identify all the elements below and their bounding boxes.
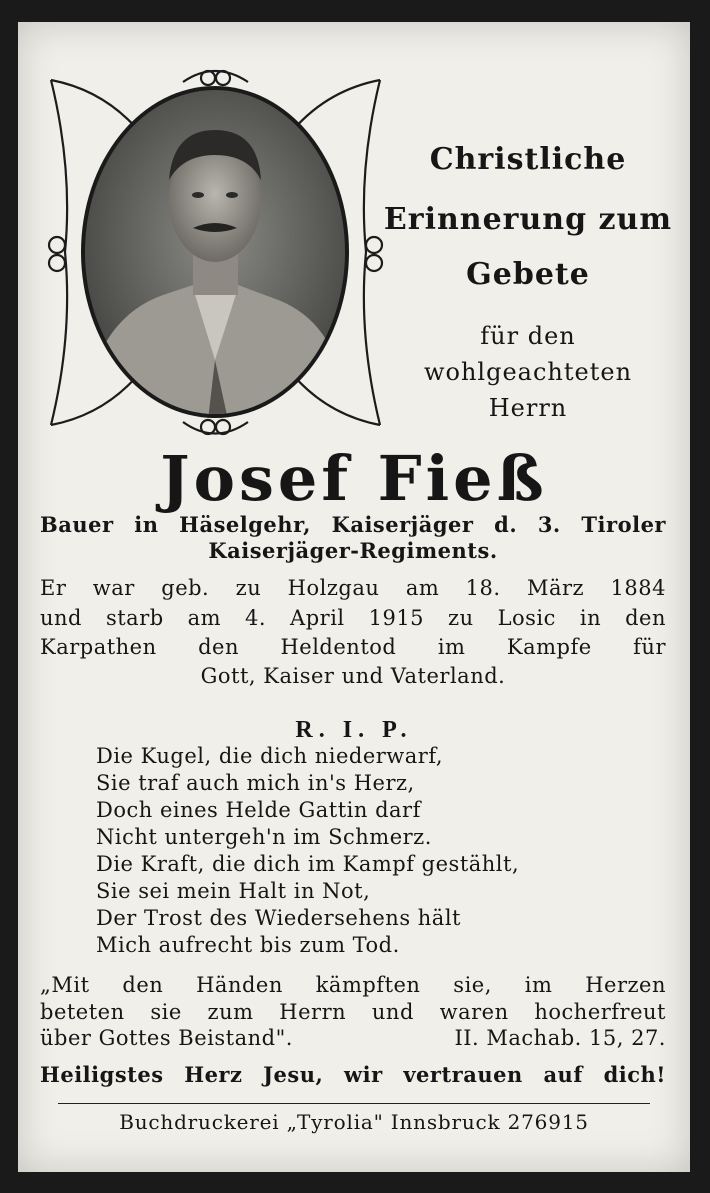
poem-line: Nicht untergeh'n im Schmerz. — [96, 825, 432, 849]
quote-reference: II. Machab. 15, 27. — [454, 1026, 666, 1050]
poem-line: Die Kraft, die dich im Kampf gestählt, — [96, 852, 520, 876]
heading-line-3: Gebete — [466, 257, 590, 292]
prayer-line: Heiligstes Herz Jesu, wir vertrauen auf dich! — [40, 1062, 666, 1087]
deceased-name: Josef Fieß — [160, 442, 548, 515]
memorial-card — [18, 22, 690, 1172]
heading-line-6: Herrn — [488, 394, 568, 422]
biography-line-3: Karpathen den Heldentod im Kampfe für — [40, 635, 666, 659]
poem-line: Der Trost des Wiedersehens hält — [96, 906, 461, 930]
printer-imprint: Buchdruckerei „Tyrolia" Innsbruck 276915 — [119, 1110, 589, 1134]
poem-line: Sie traf auch mich in's Herz, — [96, 771, 415, 795]
poem-line: Die Kugel, die dich niederwarf, — [96, 744, 444, 768]
quote-line-3 — [40, 1026, 666, 1050]
poem-line: Sie sei mein Halt in Not, — [96, 879, 371, 903]
poem-line: Mich aufrecht bis zum Tod. — [96, 933, 400, 957]
biography-line-2: und starb am 4. April 1915 zu Losic in den — [40, 606, 666, 630]
divider — [58, 1103, 650, 1104]
portrait-frame — [43, 60, 388, 445]
heading-line-5: wohlgeachteten — [423, 358, 633, 386]
poem-line: Doch eines Helde Gattin darf — [96, 798, 421, 822]
heading-line-2: Erinnerung zum — [383, 202, 673, 237]
occupation-line-1: Bauer in Häselgehr, Kaiserjäger d. 3. Tiroler — [40, 512, 666, 537]
quote-line-1: „Mit den Händen kämpften sie, im Herzen — [40, 973, 666, 997]
biography-line-1: Er war geb. zu Holzgau am 18. März 1884 — [40, 576, 666, 600]
quote-line-2: beteten sie zum Herrn und waren hocherfreut — [40, 1000, 666, 1024]
ornament-frame-icon — [43, 60, 388, 445]
quote-text: über Gottes Beistand". — [40, 1026, 293, 1050]
biography-line-4: Gott, Kaiser und Vaterland. — [200, 664, 506, 688]
occupation-line-2: Kaiserjäger-Regiments. — [208, 538, 498, 563]
heading-line-4: für den — [480, 322, 576, 350]
heading-line-1: Christliche — [429, 142, 627, 177]
rip-label: R. I. P. — [295, 717, 413, 743]
